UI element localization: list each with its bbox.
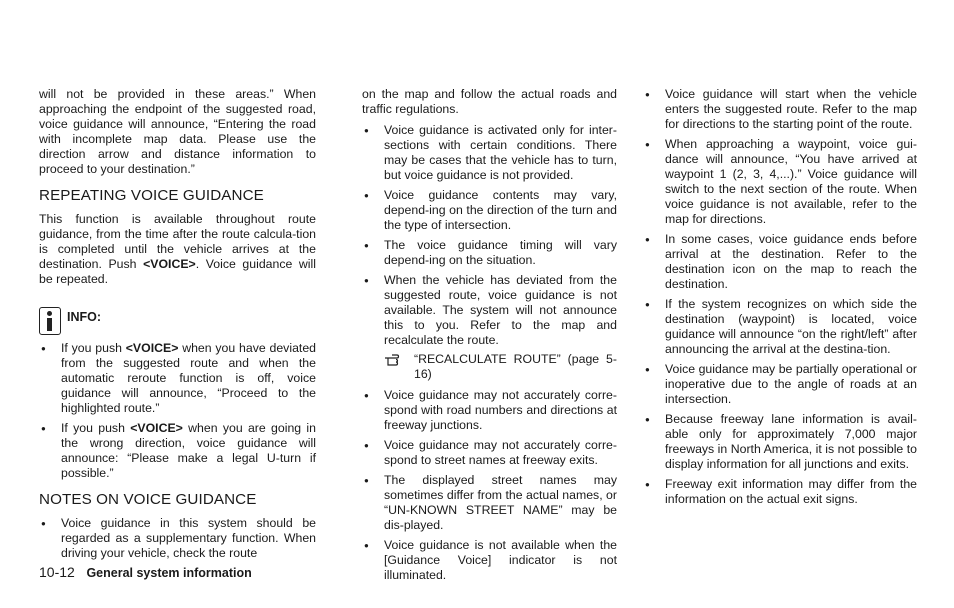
list-item: ● Voice guidance may be partially operational or inoperative due to the angle of roads at an intersection. xyxy=(643,362,917,407)
voice-key: <VOICE> xyxy=(130,421,183,435)
list-item: ● Voice guidance contents may vary, depend-ing on the direction of the turn and the type of intersection. xyxy=(362,188,617,233)
voice-key: <VOICE> xyxy=(125,341,179,355)
column-right xyxy=(643,87,917,512)
list-item: ● The voice guidance timing will vary depend-ing on the situation. xyxy=(362,238,617,268)
heading-repeating-voice-guidance: REPEATING VOICE GUIDANCE xyxy=(39,187,264,204)
info-item: ● If you push <VOICE> when you have deviated from the suggested route and when the automatic reroute function is off, voice guidance will announce, “Proceed to the highlighted route.” xyxy=(39,341,316,416)
intro-paragraph: will not be provided in these areas.” When approaching the endpoint of the suggested road, voice guidance will announce, “Entering the road with incomplete map data. Please use the direction arrow and distance information to proceed to your destination.” xyxy=(39,87,316,176)
info-box xyxy=(39,307,316,335)
heading-notes-on-voice-guidance: NOTES ON VOICE GUIDANCE xyxy=(39,491,257,508)
notes-list-right xyxy=(643,87,917,507)
section-title: General system information xyxy=(86,566,252,580)
cross-reference[interactable] xyxy=(384,352,617,382)
list-item: ● Freeway exit information may differ from the information on the actual exit signs. xyxy=(643,477,917,507)
info-label: INFO: xyxy=(67,310,102,324)
list-item: ● When the vehicle has deviated from the suggested route, voice guidance is not available. The system will not announce this to you. Refer to the map and recalculate the route. “RECALCULATE ROUTE” (page 5-16) xyxy=(362,273,617,382)
list-item: ● In some cases, voice guidance ends before arrival at the destination. Refer to the destination icon on the map to reach the destination. xyxy=(643,232,917,292)
info-icon xyxy=(39,307,61,335)
list-item: ● Because freeway lane information is avail-able only for approximately 7,000 major freeways in North America, it is not possible to display information for all junctions and exits. xyxy=(643,412,917,472)
list-item: ● Voice guidance is activated only for inter-sections with certain conditions. There may be cases that the vehicle has to turn, but voice guidance is not provided. xyxy=(362,123,617,183)
info-item: ● If you push <VOICE> when you are going in the wrong direction, voice guidance will announce: “Please make a legal U-turn if possible.” xyxy=(39,421,316,481)
list-item: ● When approaching a waypoint, voice gui-dance will announce, “You have arrived at waypoint 1 (2, 3, 4,...).” Voice guidance will switch to the next section of the route. When voice guidance is not available, refer to the map for directions. xyxy=(643,137,917,227)
notes-list-continued xyxy=(362,123,617,583)
continued-paragraph: on the map and follow the actual roads and traffic regulations. xyxy=(362,87,617,116)
cross-reference-text: “RECALCULATE ROUTE” (page 5-16) xyxy=(414,352,617,381)
voice-key: <VOICE> xyxy=(143,257,196,271)
list-item: ● Voice guidance in this system should be regarded as a supplementary function. When driving your vehicle, check the route xyxy=(39,516,316,561)
repeating-paragraph: This function is available throughout route guidance, from the time after the route calcula-tion is completed until the vehicle arrives at the destination. Push <VOICE>. Voice guidance will be repeated. xyxy=(39,212,316,286)
list-item: ● The displayed street names may sometimes differ from the actual names, or “UN-KNOWN STREET NAME” may be dis-played. xyxy=(362,473,617,533)
page-number: 10-12 xyxy=(39,564,75,580)
info-list xyxy=(39,341,316,481)
list-item: ● Voice guidance may not accurately corre-spond with road numbers and directions at freeway junctions. xyxy=(362,388,617,433)
column-middle xyxy=(362,87,617,588)
notes-list xyxy=(39,516,316,561)
list-item: ● Voice guidance will start when the vehicle enters the suggested route. Refer to the map for directions to the starting point of the route. xyxy=(643,87,917,132)
page-footer xyxy=(39,564,252,580)
column-left xyxy=(39,87,316,566)
pointing-hand-icon xyxy=(384,353,406,367)
list-item: ● Voice guidance may not accurately corre-spond to street names at freeway exits. xyxy=(362,438,617,468)
list-item: ● Voice guidance is not available when the [Guidance Voice] indicator is not illuminated. xyxy=(362,538,617,583)
list-item: ● If the system recognizes on which side the destination (waypoint) is located, voice guidance will announce “on the right/left” after announcing the arrival at the destina-tion. xyxy=(643,297,917,357)
